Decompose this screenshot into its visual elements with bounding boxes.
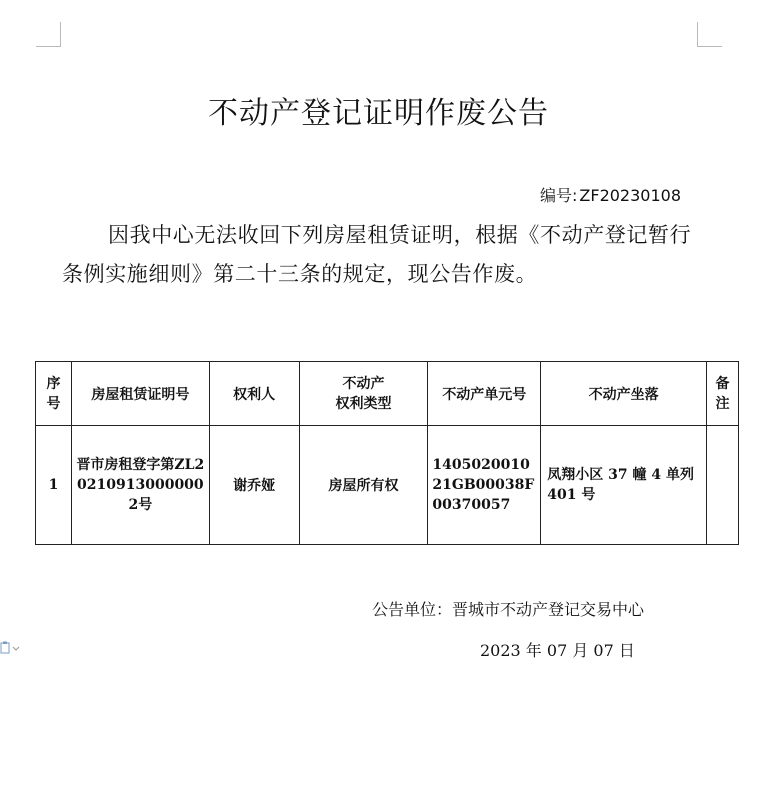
notice-body-paragraph: 因我中心无法收回下列房屋租赁证明，根据《不动产登记暂行条例实施细则》第二十三条的规定，现公告作废。 xyxy=(62,223,692,286)
table-header-row xyxy=(36,362,739,426)
cell-seq: 1 xyxy=(36,426,72,545)
voided-certificates-table xyxy=(35,361,739,545)
header-right-type-line1: 不动产 xyxy=(342,375,385,392)
document-number-label: 编号: xyxy=(540,186,578,205)
document-title: 不动产登记证明作废公告 xyxy=(208,96,549,131)
header-holder: 权利人 xyxy=(209,362,299,426)
document-number-value: ZF20230108 xyxy=(579,186,682,205)
cell-location: 凤翔小区 37 幢 4 单列 401 号 xyxy=(541,426,707,545)
cell-holder: 谢乔娅 xyxy=(209,426,299,545)
cell-cert-no: 晋市房租登字第ZL202109130000002号 xyxy=(71,426,209,545)
header-right-type xyxy=(299,362,428,426)
header-cert-no: 房屋租赁证明号 xyxy=(71,362,209,426)
header-right-type-line2: 权利类型 xyxy=(335,395,392,412)
page-corner-mark-top-left xyxy=(36,22,61,47)
document-number xyxy=(540,183,681,206)
header-location: 不动产坐落 xyxy=(541,362,707,426)
table-row xyxy=(36,426,739,545)
issuer-line: 公告单位：晋城市不动产登记交易中心 xyxy=(372,600,645,619)
cell-right-type: 房屋所有权 xyxy=(299,426,428,545)
paste-options-icon[interactable] xyxy=(0,640,20,654)
header-unit-no: 不动产单元号 xyxy=(428,362,541,426)
cell-unit-no: 140502001021GB00038F00370057 xyxy=(428,426,541,545)
issue-date: 2023 年 07 月 07 日 xyxy=(480,641,635,660)
header-remark: 备注 xyxy=(706,362,738,426)
cell-remark xyxy=(706,426,738,545)
page-corner-mark-top-right xyxy=(697,22,722,47)
header-seq: 序号 xyxy=(36,362,72,426)
